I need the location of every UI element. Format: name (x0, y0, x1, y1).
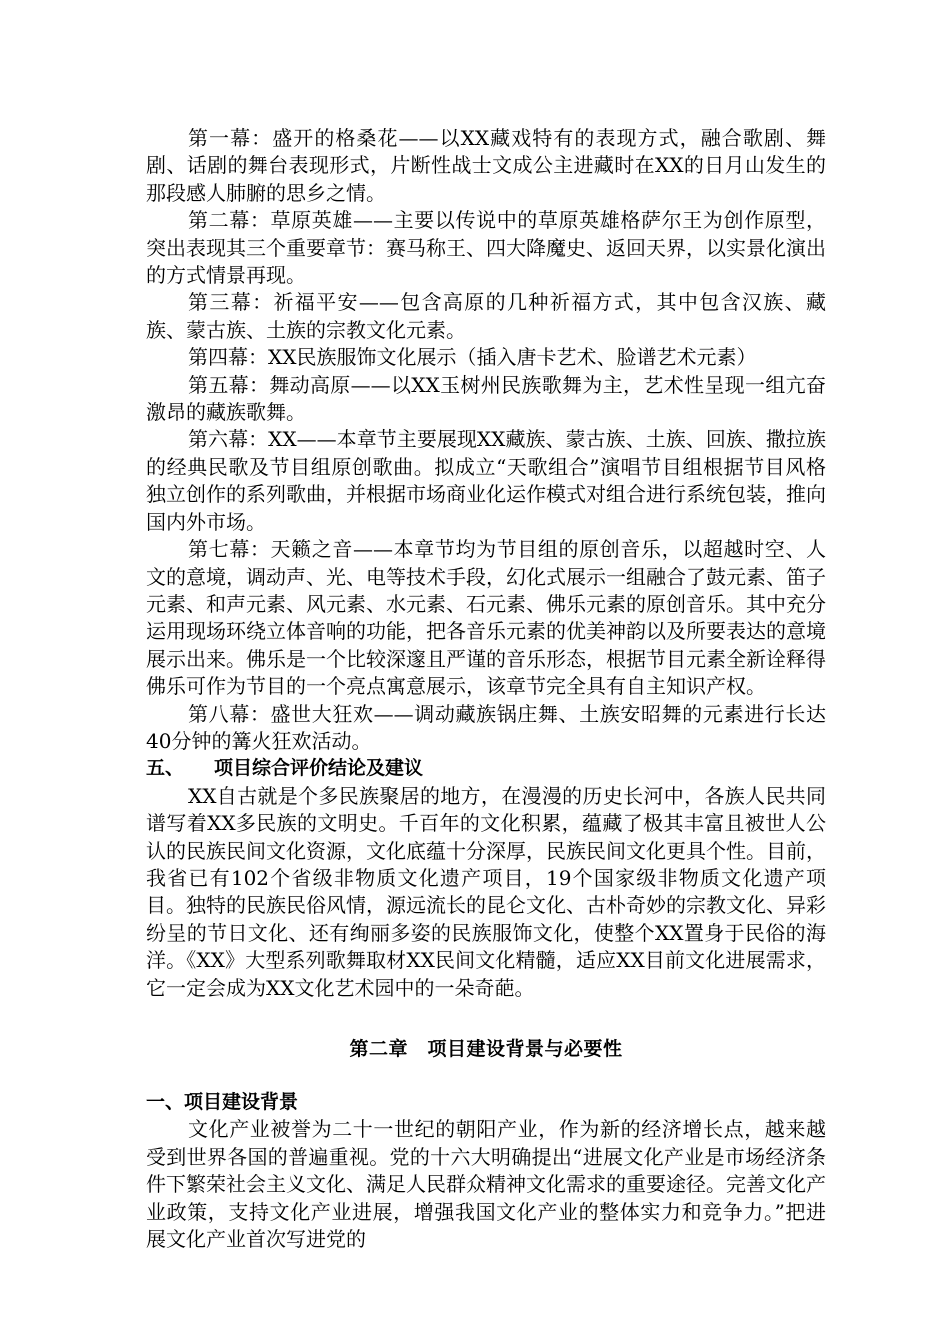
section-5-paragraph: XX自古就是个多民族聚居的地方，在漫漫的历史长河中，各族人民共同谱写着XX多民族的文明史。千百年的文化积累，蕴藏了极其丰富且被世人公认的民族民间文化资源，文化底蕴十分深厚，民族民间文化更具个性。目前，我省已有102个省级非物质文化遗产项目，19个国家级非物质文化遗产项目。独特的民族民俗风情，源远流长的昆仑文化、古朴奇妙的宗教文化、异彩纷呈的节日文化、还有绚丽多姿的民族服饰文化，使整个XX置身于民俗的海洋。《XX》大型系列歌舞取材XX民间文化精髓，适应XX目前文化进展需求，它一定会成为XX文化艺术园中的一朵奇葩。 (146, 783, 826, 1000)
act-2-paragraph: 第二幕：草原英雄——主要以传说中的草原英雄格萨尔王为创作原型，突出表现其三个重要章节：赛马称王、四大降魔史、返回天界，以实景化演出的方式情景再现。 (146, 208, 826, 288)
act-4-paragraph: 第四幕：XX民族服饰文化展示（插入唐卡艺术、脸谱艺术元素） (188, 345, 757, 370)
act-8-paragraph: 第八幕：盛世大狂欢——调动藏族锅庄舞、土族安昭舞的元素进行长达40分钟的篝火狂欢活动。 (146, 701, 826, 753)
act-3-paragraph: 第三幕：祈福平安——包含高原的几种祈福方式，其中包含汉族、藏族、蒙古族、土族的宗教文化元素。 (146, 290, 826, 342)
section-5-heading (146, 755, 826, 782)
chapter-2-subheading-1: 一、项目建设背景 (146, 1091, 299, 1113)
act-7-paragraph: 第七幕：天籁之音——本章节均为节目组的原创音乐，以超越时空、人文的意境，调动声、光、电等技术手段，幻化式展示一组融合了鼓元素、笛子元素、和声元素、风元素、水元素、石元素、佛乐元素的原创音乐。其中充分运用现场环绕立体音响的功能，把各音乐元素的优美神韵以及所要表达的意境展示出来。佛乐是一个比较深邃且严谨的音乐形态，根据节目元素全新诠释得佛乐可作为节目的一个亮点寓意展示，该章节完全具有自主知识产权。 (146, 537, 826, 699)
document-page (146, 125, 826, 1253)
act-6-paragraph: 第六幕：XX——本章节主要展现XX藏族、蒙古族、土族、回族、撒拉族的经典民歌及节目组原创歌曲。拟成立“天歌组合”演唱节目组根据节目风格独立创作的系列歌曲，并根据市场商业化运作模式对组合进行系统包装，推向国内外市场。 (146, 427, 826, 534)
chapter-2-paragraph-1: 文化产业被誉为二十一世纪的朝阳产业，作为新的经济增长点，越来越受到世界各国的普遍重视。党的十六大明确提出“进展文化产业是市场经济条件下繁荣社会主义文化、满足人民群众精神文化需求的重要途径。完善文化产业政策，支持文化产业进展，增强我国文化产业的整体实力和竞争力。”把进展文化产业首次写进党的 (146, 1117, 826, 1252)
chapter-2-title: 第二章 项目建设背景与必要性 (349, 1038, 623, 1060)
act-5-paragraph: 第五幕：舞动高原——以XX玉树州民族歌舞为主，艺术性呈现一组亢奋激昂的藏族歌舞。 (146, 372, 826, 425)
section-5-title: 项目综合评价结论及建议 (214, 757, 424, 780)
act-1-paragraph: 第一幕：盛开的格桑花——以XX藏戏特有的表现方式，融合歌剧、舞剧、话剧的舞台表现形式，片断性战士文成公主进藏时在XX的日月山发生的那段感人肺腑的思乡之情。 (146, 126, 826, 205)
section-5-number: 五、 (146, 757, 185, 780)
